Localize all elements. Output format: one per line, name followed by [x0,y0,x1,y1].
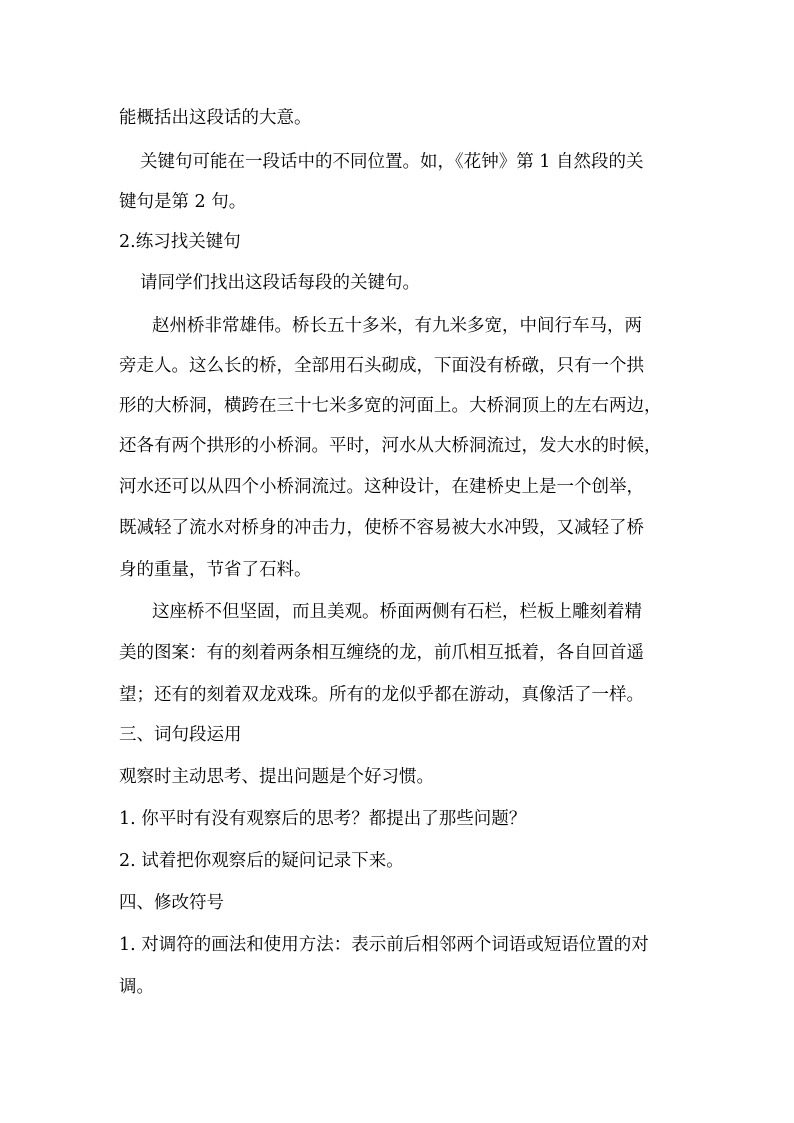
text-line: 赵州桥非常雄伟。桥长五十多米，有九米多宽，中间行车马，两 [152,316,642,336]
text-line: 关键句可能在一段话中的不同位置。如，《花钟》第 1 自然段的关 [140,152,644,172]
section-heading: 三、词句段运用 [119,725,242,745]
section-heading: 四、修改符号 [119,893,224,913]
text-line: 望；还有的刻着双龙戏珠。所有的龙似乎都在游动，真像活了一样。 [119,685,644,705]
text-line: 键句是第 2 句。 [119,192,247,212]
text-line: 1. 你平时有没有观察后的思考？都提出了那些问题？ [119,809,527,829]
text-line: 这座桥不但坚固，而且美观。桥面两侧有石栏，栏板上雕刻着精 [152,602,642,622]
text-line: 调。 [119,977,154,997]
text-line: 2. 试着把你观察后的疑问记录下来。 [119,851,404,871]
text-line: 能概括出这段话的大意。 [119,108,312,128]
text-line: 观察时主动思考、提出问题是个好习惯。 [119,767,434,787]
text-line: 旁走人。这么长的桥，全部用石头砌成，下面没有桥礅，只有一个拱 [119,356,644,376]
section-heading: 2.练习找关键句 [119,232,241,252]
text-line: 既减轻了流水对桥身的冲击力，使桥不容易被大水冲毁，又减轻了桥 [119,518,644,538]
text-line: 形的大桥洞，横跨在三十七米多宽的河面上。大桥洞顶上的左右两边， [119,396,662,416]
text-line: 河水还可以从四个小桥洞流过。这种设计，在建桥史上是一个创举， [119,477,644,497]
text-line: 美的图案：有的刻着两条相互缠绕的龙，前爪相互抵着，各自回首遥 [119,643,644,663]
text-line: 身的重量，节省了石料。 [119,560,312,580]
text-line: 还各有两个拱形的小桥洞。平时，河水从大桥洞流过，发大水的时候， [119,436,662,456]
text-line: 请同学们找出这段话每段的关键句。 [140,273,420,293]
text-line: 1. 对调符的画法和使用方法：表示前后相邻两个词语或短语位置的对 [119,935,649,955]
